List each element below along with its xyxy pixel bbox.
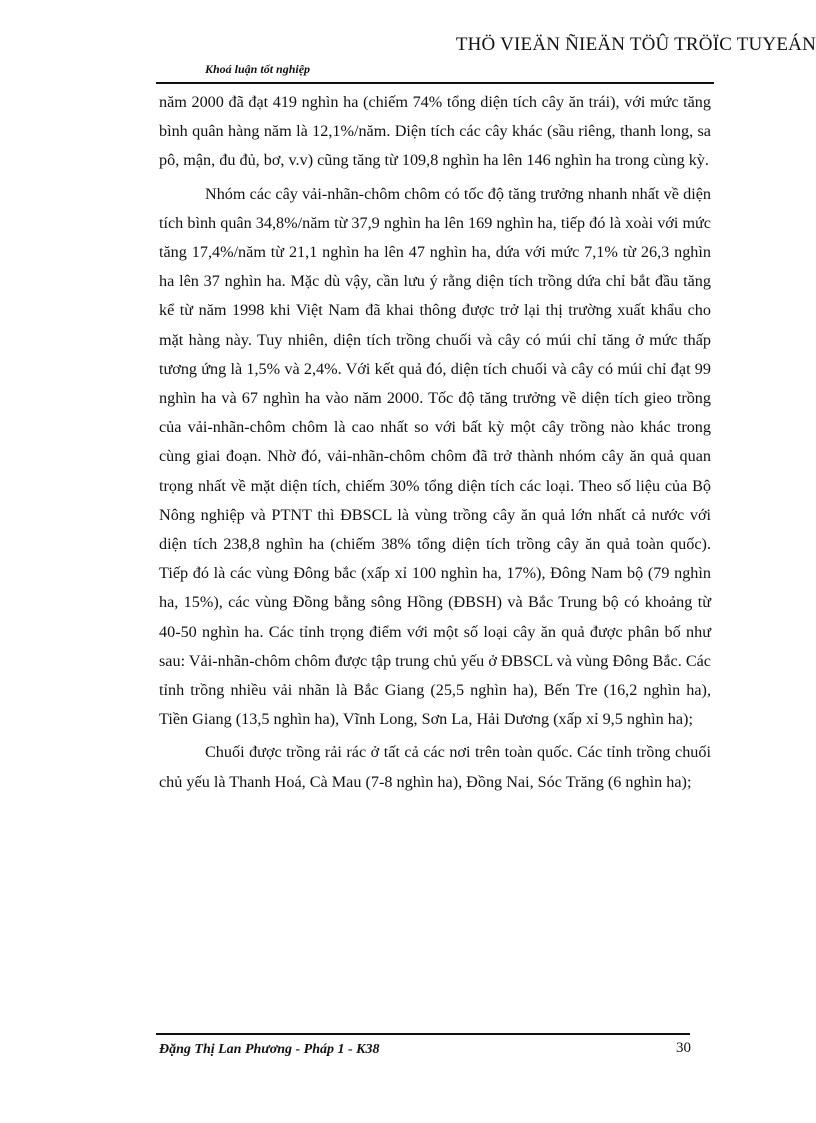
body-text [159,88,711,797]
page-number: 30 [676,1040,691,1056]
footer-divider [156,1033,690,1035]
paragraph-growth: Nhóm các cây vải-nhãn-chôm chôm có tốc độ tăng trưởng nhanh nhất về diện tích bình quân 34,8%/năm từ 37,9 nghìn ha lên 169 nghìn ha, tiếp đó là xoài với mức tăng 17,4%/năm từ 21,1 nghìn ha lên 47 nghìn ha, dứa với mức 7,1% từ 26,3 nghìn ha lên 37 nghìn ha. Mặc dù vậy, cần lưu ý rằng diện tích trồng dứa chỉ bắt đầu tăng kể từ năm 1998 khi Việt Nam đã khai thông được trở lại thị trường xuất khẩu cho mặt hàng này. Tuy nhiên, diện tích trồng chuối và cây có múi chỉ tăng ở mức thấp tương ứng là 1,5% và 2,4%. Với kết quả đó, diện tích chuối và cây có múi chỉ đạt 99 nghìn ha và 67 nghìn ha vào năm 2000. Tốc độ tăng trưởng về diện tích gieo trồng của vải-nhãn-chôm chôm là cao nhất so với bất kỳ một cây trồng nào khác trong cùng giai đoạn. Nhờ đó, vải-nhãn-chôm chôm đã trở thành nhóm cây ăn quả quan trọng nhất về mặt diện tích, chiếm 30% tổng diện tích các loại. Theo số liệu của Bộ Nông nghiệp và PTNT thì ĐBSCL là vùng trồng cây ăn quả lớn nhất cả nước với diện tích 238,8 nghìn ha (chiếm 38% tổng diện tích trồng cây ăn quả toàn quốc). Tiếp đó là các vùng Đông bắc (xấp xỉ 100 nghìn ha, 17%), Đông Nam bộ (79 nghìn ha, 15%), các vùng Đồng bằng sông Hồng (ĐBSH) và Bắc Trung bộ có khoảng từ 40-50 nghìn ha. Các tỉnh trọng điểm với một số loại cây ăn quả được phân bố như sau: Vải-nhãn-chôm chôm được tập trung chủ yếu ở ĐBSCL và vùng Đông Bắc. Các tỉnh trồng nhiều vải nhãn là Bắc Giang (25,5 nghìn ha), Bến Tre (16,2 nghìn ha), Tiền Giang (13,5 nghìn ha), Vĩnh Long, Sơn La, Hải Dương (xấp xỉ 9,5 nghìn ha); [159,184,711,729]
header-divider [156,82,714,84]
footer-author: Đặng Thị Lan Phương - Pháp 1 - K38 [159,1042,380,1057]
header-title: Khoá luận tốt nghiệp [205,62,311,76]
paragraph-banana: Chuối được trồng rải rác ở tất cả các nơi trên toàn quốc. Các tỉnh trồng chuối chủ yếu là Thanh Hoá, Cà Mau (7-8 nghìn ha), Đồng Nai, Sóc Trăng (6 nghìn ha); [159,743,711,791]
site-watermark: THÖ VIEÄN ÑIEÄN TÖÛ TRÖÏC TUYEÁN [455,34,816,55]
paragraph-continuation: năm 2000 đã đạt 419 nghìn ha (chiếm 74% tổng diện tích cây ăn trái), với mức tăng bình quân hàng năm là 12,1%/năm. Diện tích các cây khác (sầu riêng, thanh long, sa pô, mận, đu đủ, bơ, v.v) cũng tăng từ 109,8 nghìn ha lên 146 nghìn ha trong cùng kỳ. [159,93,711,170]
